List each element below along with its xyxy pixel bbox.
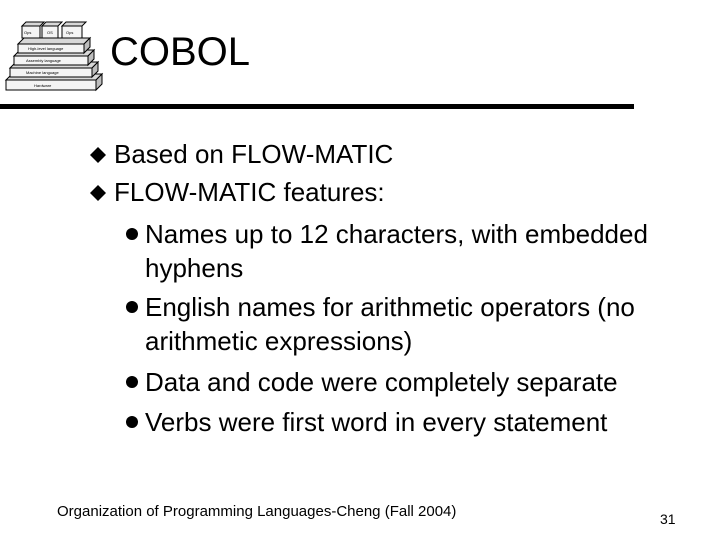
dot-bullet-icon — [126, 376, 138, 388]
bullet-text: FLOW-MATIC features: — [114, 177, 385, 207]
diamond-bullet-icon — [89, 146, 107, 164]
sub-bullet-text: Data and code were completely separate — [145, 367, 618, 397]
logo-text: Hardware — [34, 83, 52, 88]
sub-bullet-text: Names up to 12 characters, with embedded — [145, 219, 648, 249]
sub-bullet-text: English names for arithmetic operators (no — [145, 292, 635, 322]
logo-text: Machine language — [26, 70, 59, 75]
dot-bullet-icon — [126, 301, 138, 313]
logo-text: High-level language — [28, 46, 64, 51]
dot-bullet-icon — [126, 228, 138, 240]
sub-bullet-continuation: hyphens — [145, 253, 244, 283]
logo-text: Ops — [66, 30, 74, 35]
logo-text: Ops — [24, 30, 32, 35]
bullet-text: Based on FLOW-MATIC — [114, 139, 394, 169]
logo-text: Assembly language — [26, 58, 61, 63]
slide-footer: Organization of Programming Languages-Cheng (Fall 2004) — [57, 503, 457, 520]
page-number: 31 — [660, 511, 676, 527]
sub-bullet-continuation: arithmetic expressions) — [145, 326, 413, 356]
diamond-bullet-icon — [89, 184, 107, 202]
dot-bullet-icon — [126, 416, 138, 428]
sub-bullet-text: Verbs were first word in every statement — [145, 407, 608, 437]
slide-title: COBOL — [110, 30, 251, 74]
logo-text: OS — [47, 30, 53, 35]
